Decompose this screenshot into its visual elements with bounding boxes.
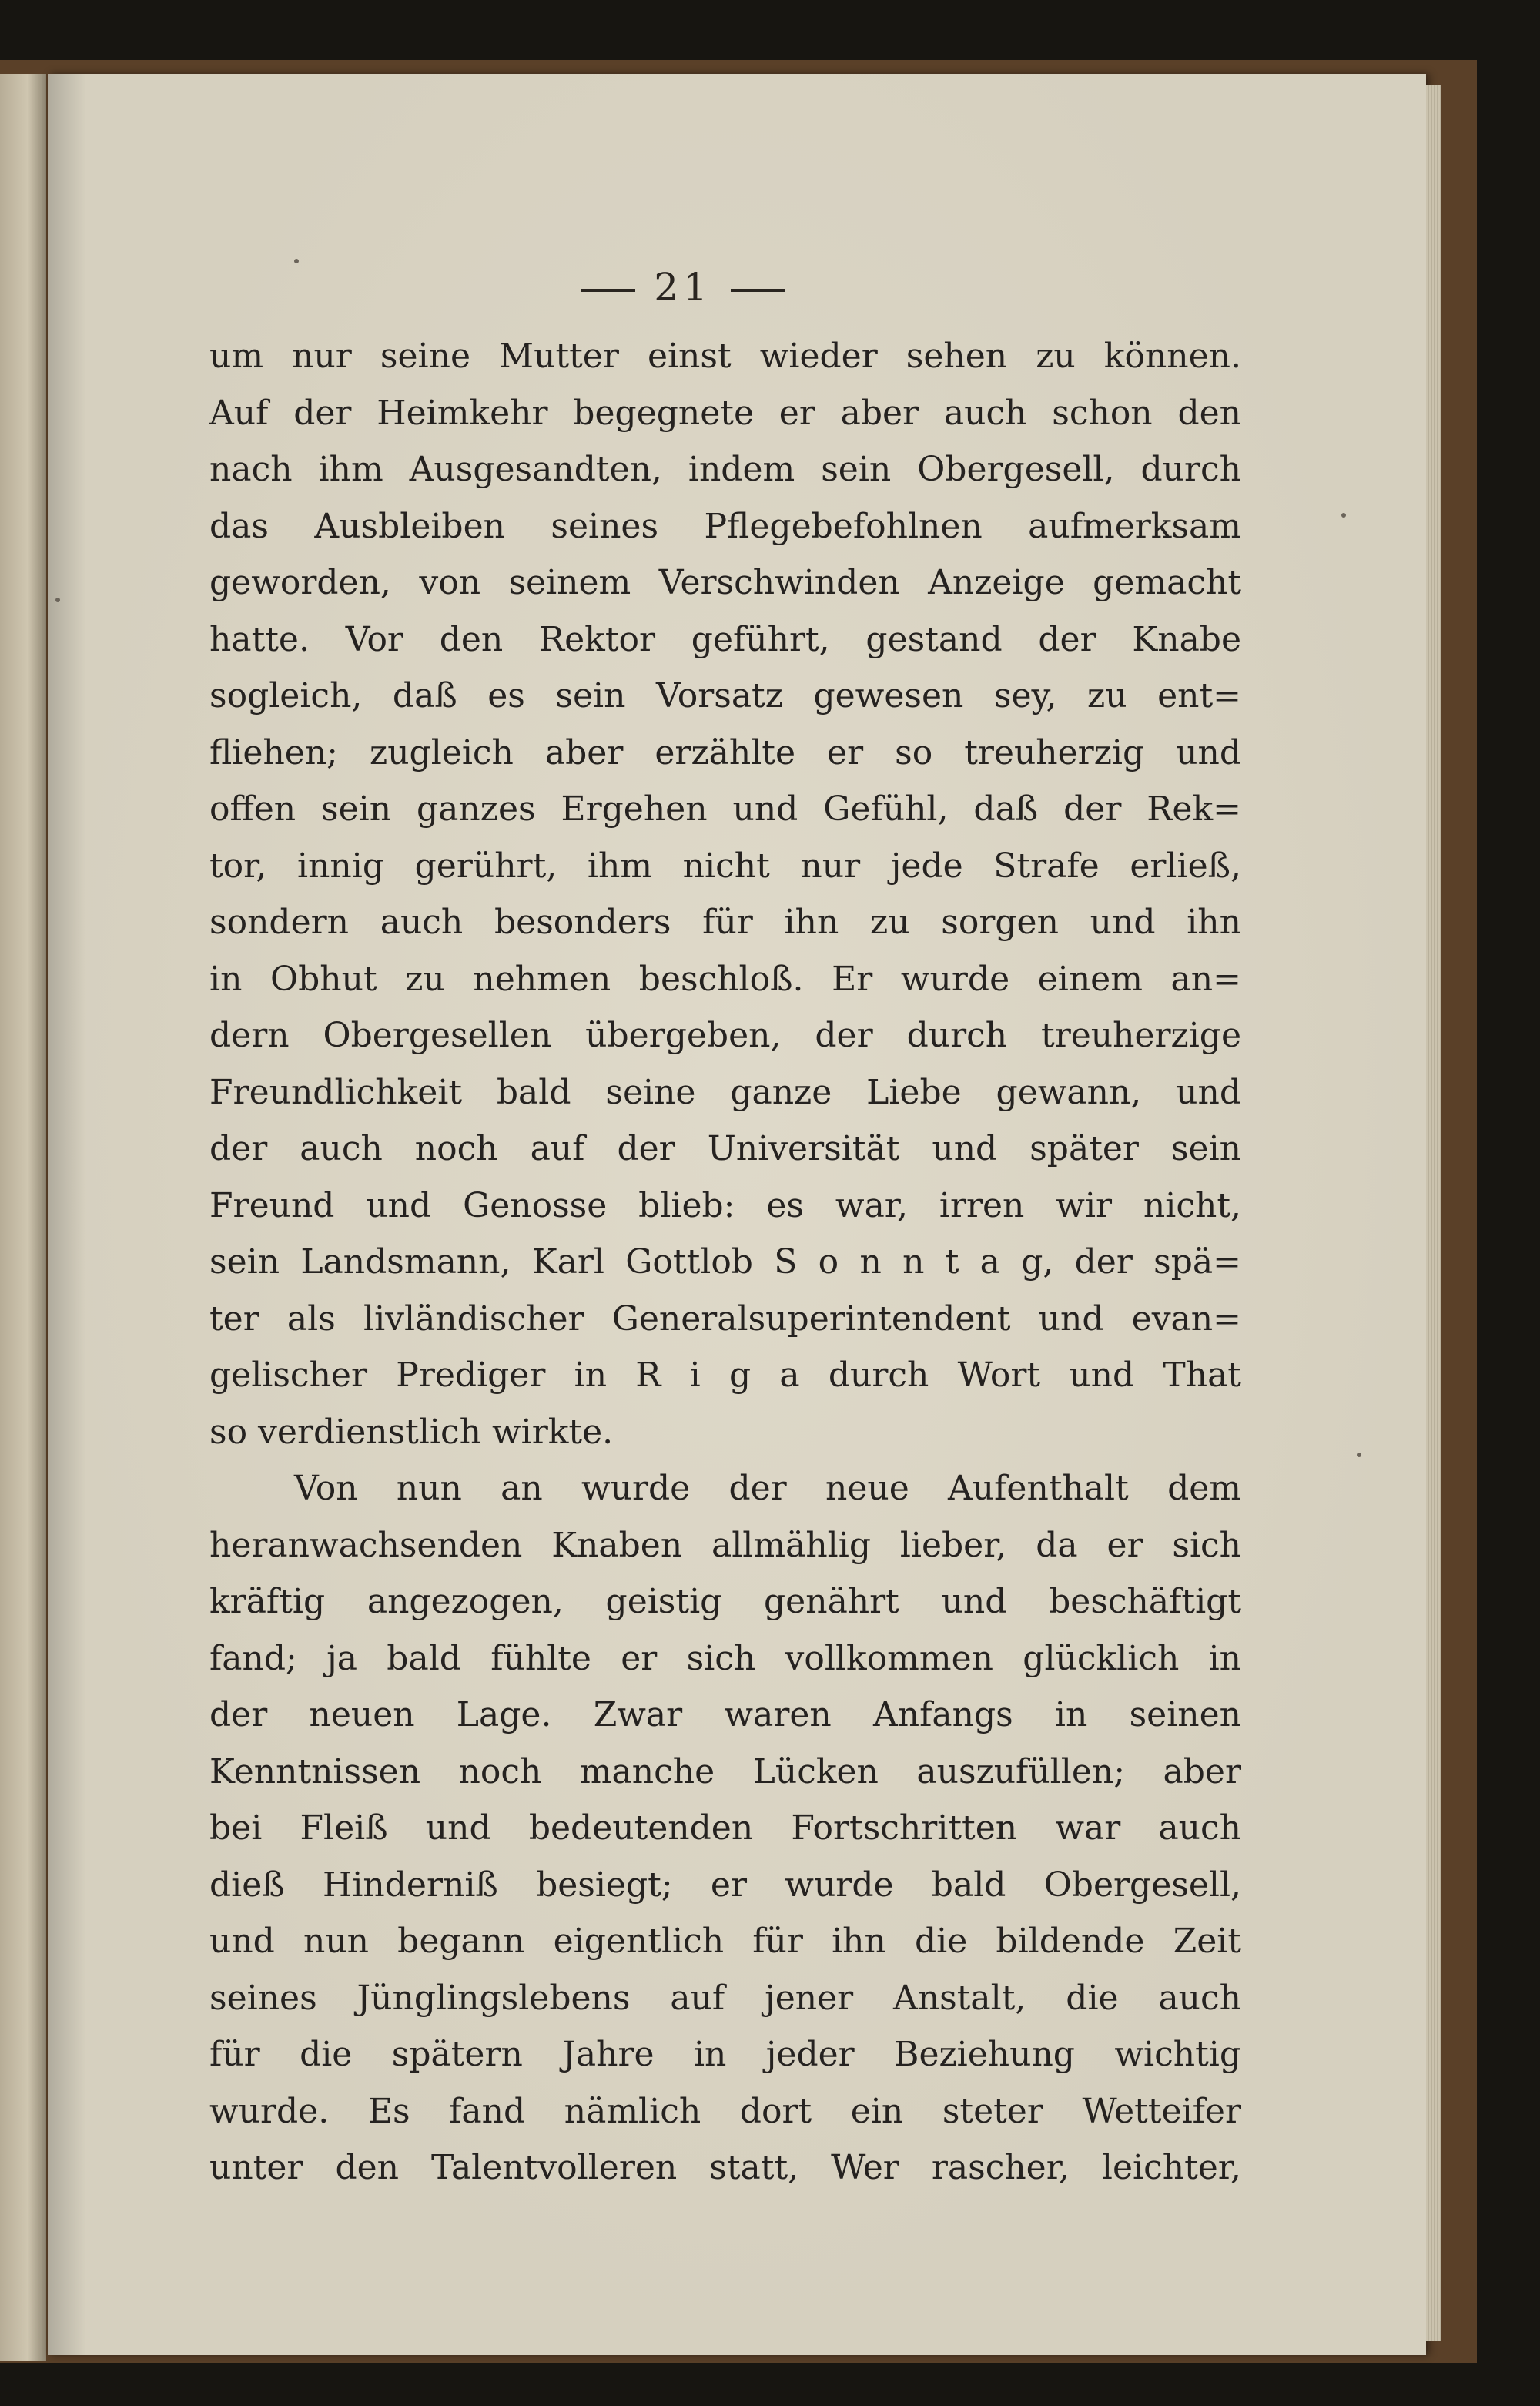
text-line: fand; ja bald fühlte er sich vollkommen glücklich in [209,1638,1241,1678]
left-page-edge [0,74,46,2361]
paper-speck [1341,513,1346,518]
paper-speck [55,598,60,602]
text-line: nach ihm Ausgesandten, indem sein Obergesell, durch [209,450,1241,489]
text-line: sein Landsmann, Karl Gottlob S o n n t a g, der spä= [209,1242,1241,1282]
text-line: geworden, von seinem Verschwinden Anzeige gemacht [209,563,1241,602]
text-line: Kenntnissen noch manche Lücken auszufüllen; aber [209,1751,1241,1791]
text-line: der neuen Lage. Zwar waren Anfangs in seinen [209,1695,1241,1734]
text-line: heranwachsenden Knaben allmählig lieber, da er sich [209,1525,1241,1565]
page-number-dash-right [731,289,785,292]
text-line: in Obhut zu nehmen beschloß. Er wurde einem an= [209,959,1241,999]
text-line: dern Obergesellen übergeben, der durch treuherzige [209,1016,1241,1055]
text-line: wurde. Es fand nämlich dort ein steter Wetteifer [209,2091,1241,2131]
text-line: offen sein ganzes Ergehen und Gefühl, daß der Rek= [209,789,1241,829]
text-line: der auch noch auf der Universität und später sein [209,1129,1241,1168]
text-line: und nun begann eigentlich für ihn die bildende Zeit [209,1922,1241,1961]
text-line: hatte. Vor den Rektor geführt, gestand der Knabe [209,619,1241,659]
text-line: bei Fleiß und bedeutenden Fortschritten war auch [209,1808,1241,1848]
page-block-edges [1426,85,1441,2341]
text-line: Freund und Genosse blieb: es war, irren wir nicht, [209,1185,1241,1225]
text-line: Auf der Heimkehr begegnete er aber auch schon den [209,393,1241,433]
text-line: gelischer Prediger in R i g a durch Wort und That [209,1355,1241,1395]
text-line: um nur seine Mutter einst wieder sehen zu können. [209,337,1241,376]
text-line: dieß Hinderniß besiegt; er wurde bald Obergesell, [209,1865,1241,1905]
book-page [48,74,1426,2355]
page-number-value: 21 [654,265,712,310]
text-line-paragraph-start: Von nun an wurde der neue Aufenthalt dem [294,1469,1241,1508]
text-line: tor, innig gerührt, ihm nicht nur jede Strafe erließ, [209,846,1241,886]
text-line: das Ausbleiben seines Pflegebefohlnen aufmerksam [209,506,1241,546]
text-line: kräftig angezogen, geistig genährt und beschäftigt [209,1582,1241,1621]
text-line: für die spätern Jahre in jeder Beziehung wichtig [209,2035,1241,2074]
text-line: seines Jünglingslebens auf jener Anstalt, die auch [209,1978,1241,2018]
paper-speck [294,259,299,263]
text-line: sogleich, daß es sein Vorsatz gewesen sey, zu ent= [209,676,1241,715]
text-line: fliehen; zugleich aber erzählte er so treuherzig und [209,732,1241,772]
text-line: ter als livländischer Generalsuperintendent und evan= [209,1299,1241,1339]
page-number-dash-left [581,289,635,292]
text-line: unter den Talentvolleren statt, Wer rascher, leichter, [209,2148,1241,2187]
paper-speck [1357,1453,1361,1457]
text-line-paragraph-end: so verdienstlich wirkte. [209,1412,614,1452]
body-text [209,328,1241,2197]
page-number [48,265,1318,310]
text-line: sondern auch besonders für ihn zu sorgen und ihn [209,903,1241,942]
text-line: Freundlichkeit bald seine ganze Liebe gewann, und [209,1072,1241,1112]
